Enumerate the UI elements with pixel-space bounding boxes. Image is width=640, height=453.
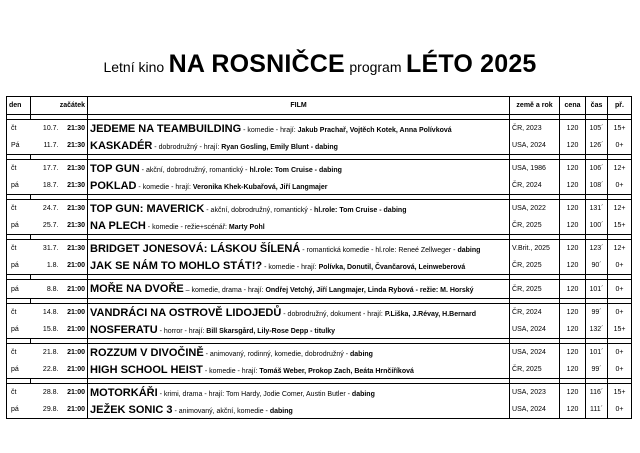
price-cell: 120 (560, 304, 586, 322)
film-actors: Ondřej Vetchý, Jiří Langmajer, Linda Rybová - režie: M. Horský (265, 287, 474, 294)
rating-cell: 0+ (608, 304, 632, 322)
film-description: komedie - hrají: (247, 126, 298, 134)
film-description: komedie - hrají: (268, 263, 319, 271)
length-cell: 111´ (586, 401, 608, 419)
film-title: VANDRÁCI NA OSTROVĚ LIDOJEDŮ (90, 306, 282, 319)
screening-row (7, 384, 632, 402)
length-cell: 132´ (586, 321, 608, 339)
length-cell: 101´ (586, 344, 608, 362)
film-description: dobrodružný, dokument - hrají: (287, 310, 385, 318)
rating-cell: 15+ (608, 384, 632, 402)
film-title: BRIDGET JONESOVÁ: LÁSKOU ŠÍLENÁ (90, 242, 301, 255)
screening-row (7, 401, 632, 419)
cinema-name: NA ROSNIČCE (168, 50, 345, 78)
film-description: animovaný, akční, komedie - (178, 407, 270, 415)
header-pr: př. (608, 97, 632, 115)
rating-cell: 12+ (608, 200, 632, 218)
film-separator: - (204, 206, 211, 214)
film-description: romantická komedie - hl.role: Reneé Zellweger - (306, 246, 458, 254)
film-cell (88, 384, 510, 402)
rating-cell: 15+ (608, 321, 632, 339)
price-cell: 120 (560, 257, 586, 275)
film-cell (88, 120, 510, 138)
time-cell: 21:00 (61, 344, 88, 362)
country-cell: USA, 2024 (510, 137, 560, 155)
rating-cell: 15+ (608, 217, 632, 235)
date-cell: 1.8. (31, 257, 61, 275)
film-separator: - (281, 310, 288, 318)
film-separator: – (183, 287, 192, 294)
date-cell: 21.8. (31, 344, 61, 362)
film-cell (88, 137, 510, 155)
screening-row (7, 321, 632, 339)
time-cell: 21:00 (61, 280, 88, 299)
title-prefix: Letní kino (103, 59, 165, 75)
country-cell: USA, 2022 (510, 200, 560, 218)
length-cell: 106´ (586, 160, 608, 178)
film-description: horror - hrají: (163, 327, 207, 335)
time-cell: 21:00 (61, 384, 88, 402)
day-cell: pá (7, 321, 31, 339)
price-cell: 120 (560, 217, 586, 235)
price-cell: 120 (560, 200, 586, 218)
price-cell: 120 (560, 321, 586, 339)
film-title: JEŽEK SONIC 3 (90, 403, 173, 416)
date-cell: 24.7. (31, 200, 61, 218)
length-cell: 90´ (586, 257, 608, 275)
price-cell: 120 (560, 280, 586, 299)
rating-cell: 0+ (608, 257, 632, 275)
date-cell: 11.7. (31, 137, 61, 155)
film-actors: Veronika Khek-Kubařová, Jiří Langmajer (192, 183, 328, 191)
film-title: POKLAD (90, 179, 137, 192)
day-cell: pá (7, 177, 31, 195)
header-cena: cena (560, 97, 586, 115)
film-title: KASKADÉR (90, 139, 153, 152)
title-middle: program (349, 59, 402, 75)
time-cell: 21:30 (61, 177, 88, 195)
film-cell (88, 240, 510, 258)
film-description: akční, dobrodružný, romantický - (145, 166, 250, 174)
price-cell: 120 (560, 361, 586, 379)
film-title: MOTORKÁŘI (90, 386, 158, 399)
film-separator: - (241, 126, 248, 134)
header-film: FILM (88, 97, 510, 115)
film-separator: - (157, 327, 164, 335)
day-cell: čt (7, 120, 31, 138)
screening-row (7, 280, 632, 299)
date-cell: 18.7. (31, 177, 61, 195)
day-cell: pá (7, 257, 31, 275)
length-cell: 100´ (586, 217, 608, 235)
day-cell: čt (7, 344, 31, 362)
film-separator: - (300, 246, 307, 254)
film-cell (88, 160, 510, 178)
day-cell: pá (7, 401, 31, 419)
screening-row (7, 217, 632, 235)
country-cell: USA, 2023 (510, 384, 560, 402)
date-cell: 25.7. (31, 217, 61, 235)
season-name: LÉTO 2025 (405, 50, 537, 78)
film-description: komedie - hrají: (142, 183, 193, 191)
day-cell: čt (7, 384, 31, 402)
film-separator: - (203, 350, 210, 358)
time-cell: 21:00 (61, 401, 88, 419)
country-cell: ČR, 2024 (510, 304, 560, 322)
film-cell (88, 217, 510, 235)
rating-cell: 0+ (608, 177, 632, 195)
time-cell: 21:30 (61, 137, 88, 155)
length-cell: 131´ (586, 200, 608, 218)
length-cell: 108´ (586, 177, 608, 195)
header-row (7, 97, 632, 115)
date-cell: 14.8. (31, 304, 61, 322)
time-cell: 21:00 (61, 321, 88, 339)
rating-cell: 0+ (608, 361, 632, 379)
film-actors: dabing (457, 246, 481, 254)
date-cell: 17.7. (31, 160, 61, 178)
time-cell: 21:00 (61, 361, 88, 379)
length-cell: 116´ (586, 384, 608, 402)
time-cell: 21:00 (61, 304, 88, 322)
page-title (0, 50, 640, 79)
film-actors: Ryan Gosling, Emily Blunt - dabing (221, 143, 338, 151)
film-cell (88, 344, 510, 362)
length-cell: 99´ (586, 304, 608, 322)
film-actors: Bill Skarsgård, Lily-Rose Depp - titulky (206, 327, 336, 335)
country-cell: ČR, 2024 (510, 177, 560, 195)
day-cell: pá (7, 361, 31, 379)
film-separator: - (202, 367, 210, 375)
price-cell: 120 (560, 177, 586, 195)
country-cell: USA, 1986 (510, 160, 560, 178)
price-cell: 120 (560, 137, 586, 155)
film-cell (88, 361, 510, 379)
date-cell: 22.8. (31, 361, 61, 379)
date-cell: 29.8. (31, 401, 61, 419)
rating-cell: 0+ (608, 137, 632, 155)
film-actors: Tomáš Weber, Prokop Zach, Beáta Hrnčiříková (259, 367, 414, 375)
time-cell: 21:30 (61, 160, 88, 178)
film-title: NOSFERATU (90, 323, 158, 336)
rating-cell: 0+ (608, 280, 632, 299)
day-cell: čt (7, 240, 31, 258)
film-separator: - (139, 166, 146, 174)
country-cell: USA, 2024 (510, 321, 560, 339)
film-cell (88, 257, 510, 275)
date-cell: 8.8. (31, 280, 61, 299)
day-cell: čt (7, 160, 31, 178)
length-cell: 123´ (586, 240, 608, 258)
film-actors: hl.role: Tom Cruise - dabing (314, 206, 407, 214)
film-title: TOP GUN: MAVERICK (90, 202, 205, 215)
film-separator: - (136, 183, 143, 191)
screening-row (7, 240, 632, 258)
price-cell: 120 (560, 401, 586, 419)
time-cell: 21:30 (61, 120, 88, 138)
film-description: akční, dobrodružný, romantický - (210, 206, 315, 214)
date-cell: 15.8. (31, 321, 61, 339)
day-cell: čt (7, 304, 31, 322)
length-cell: 101´ (586, 280, 608, 299)
film-separator: - (157, 390, 164, 398)
time-cell: 21:30 (61, 200, 88, 218)
rating-cell: 12+ (608, 240, 632, 258)
date-cell: 10.7. (31, 120, 61, 138)
time-cell: 21:00 (61, 257, 88, 275)
country-cell: ČR, 2025 (510, 257, 560, 275)
film-actors: hl.role: Tom Cruise - dabing (249, 166, 342, 174)
film-title: NA PLECH (90, 219, 146, 232)
length-cell: 99´ (586, 361, 608, 379)
rating-cell: 0+ (608, 401, 632, 419)
length-cell: 105´ (586, 120, 608, 138)
film-separator: - (152, 143, 159, 151)
country-cell: ČR, 2023 (510, 120, 560, 138)
rating-cell: 0+ (608, 344, 632, 362)
film-description: komedie - hrají: (209, 367, 260, 375)
film-description: dobrodružný - hrají: (158, 143, 222, 151)
time-cell: 21:30 (61, 217, 88, 235)
price-cell: 120 (560, 344, 586, 362)
country-cell: ČR, 2025 (510, 217, 560, 235)
film-actors: P.Liška, J.Révay, H.Bernard (384, 310, 477, 318)
country-cell: USA, 2024 (510, 401, 560, 419)
film-cell (88, 177, 510, 195)
day-cell: pá (7, 280, 31, 299)
country-cell: USA, 2024 (510, 344, 560, 362)
rating-cell: 15+ (608, 120, 632, 138)
film-description: krimi, drama - hrají: Tom Hardy, Jodie Comer, Austin Butler - (163, 390, 352, 398)
film-title: JAK SE NÁM TO MOHLO STÁT!? (90, 259, 263, 272)
film-title: HIGH SCHOOL HEIST (90, 363, 203, 376)
country-cell: ČR, 2025 (510, 361, 560, 379)
film-actors: dabing (351, 390, 375, 398)
film-cell (88, 401, 510, 419)
header-cas: čas (586, 97, 608, 115)
film-actors: Polívka, Donutil, Čvančarová, Leinweberová (318, 263, 466, 271)
country-cell: V.Brit., 2025 (510, 240, 560, 258)
screening-row (7, 137, 632, 155)
date-cell: 28.8. (31, 384, 61, 402)
film-actors: Jakub Prachař, Vojtěch Kotek, Anna Polívková (297, 126, 452, 134)
rating-cell: 12+ (608, 160, 632, 178)
film-cell (88, 321, 510, 339)
screening-row (7, 200, 632, 218)
country-cell: ČR, 2025 (510, 280, 560, 299)
screening-row (7, 361, 632, 379)
time-cell: 21:30 (61, 240, 88, 258)
screening-row (7, 304, 632, 322)
film-title: JEDEME NA TEAMBUILDING (90, 122, 242, 135)
header-zeme: země a rok (510, 97, 560, 115)
day-cell: Pá (7, 137, 31, 155)
day-cell: pá (7, 217, 31, 235)
film-title: TOP GUN (90, 162, 140, 175)
film-description: komedie - režie+scénář: (152, 223, 229, 231)
film-cell (88, 200, 510, 218)
film-description: komedie, drama - hrají: (191, 287, 266, 294)
length-cell: 126´ (586, 137, 608, 155)
screening-row (7, 160, 632, 178)
day-cell: čt (7, 200, 31, 218)
header-den: den (7, 97, 31, 115)
film-cell (88, 304, 510, 322)
film-separator: - (145, 223, 153, 231)
film-actors: Marty Pohl (228, 223, 265, 231)
price-cell: 120 (560, 120, 586, 138)
screening-row (7, 257, 632, 275)
screening-row (7, 120, 632, 138)
price-cell: 120 (560, 384, 586, 402)
film-actors: dabing (269, 407, 293, 415)
film-actors: dabing (350, 350, 373, 358)
film-cell (88, 280, 510, 299)
film-title: ROZZUM V DIVOČINĚ (90, 346, 204, 359)
header-zacatek: začátek (31, 97, 88, 115)
screening-row (7, 344, 632, 362)
price-cell: 120 (560, 160, 586, 178)
price-cell: 120 (560, 240, 586, 258)
program-table (6, 96, 632, 419)
film-description: animovaný, rodinný, komedie, dobrodružný - (209, 350, 350, 358)
screening-row (7, 177, 632, 195)
film-separator: - (172, 407, 179, 415)
date-cell: 31.7. (31, 240, 61, 258)
film-separator: - (262, 263, 269, 271)
film-title: MOŘE NA DVOŘE (90, 283, 184, 295)
